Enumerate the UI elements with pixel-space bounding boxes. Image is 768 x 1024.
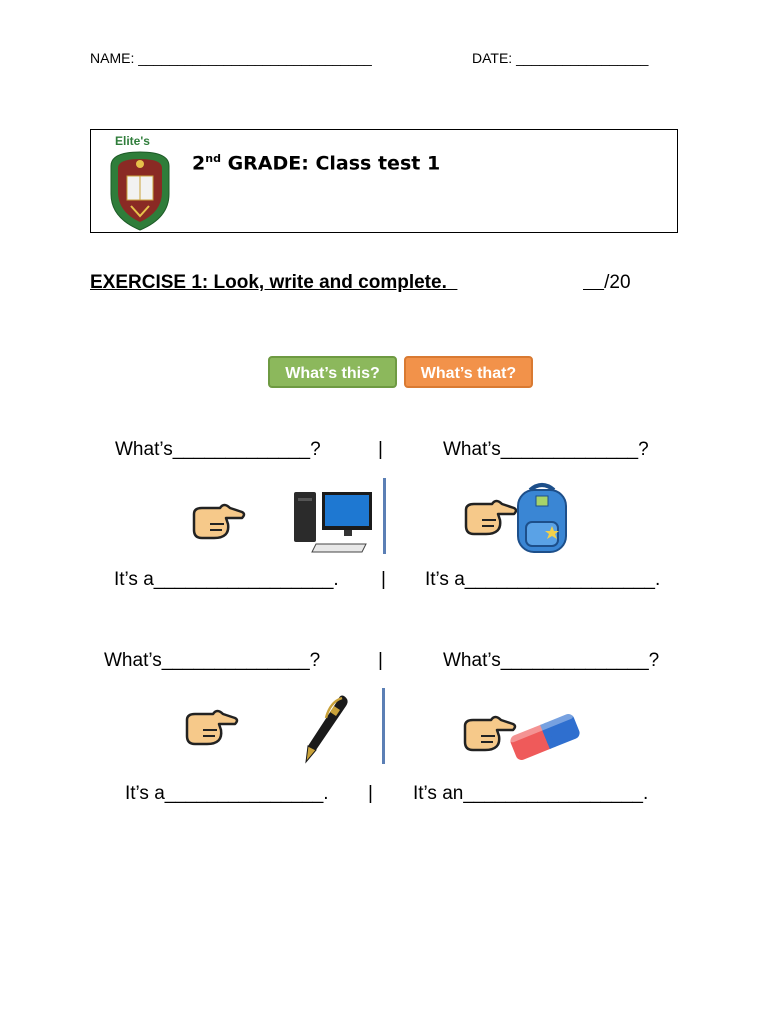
backpack-icon	[512, 482, 572, 554]
answer-1: It’s a_________________.	[114, 569, 339, 590]
question-2: What’s_____________?	[443, 439, 649, 460]
whats-that-label: What’s that?	[404, 356, 533, 388]
title-box	[90, 129, 678, 233]
whats-this-label: What’s this?	[268, 356, 397, 388]
pointing-hand-icon	[183, 706, 239, 748]
pointing-hand-icon	[190, 500, 246, 542]
question-1: What’s_____________?	[115, 439, 321, 460]
separator: |	[368, 783, 373, 804]
question-4: What’s______________?	[443, 650, 660, 671]
column-divider	[382, 688, 385, 764]
answer-2: It’s a__________________.	[425, 569, 661, 590]
separator: |	[378, 650, 383, 671]
computer-icon	[292, 488, 376, 554]
school-crest-logo	[105, 132, 175, 232]
date-field-label: DATE: _________________	[472, 50, 649, 66]
answer-4: It’s an_________________.	[413, 783, 649, 804]
separator: |	[381, 569, 386, 590]
logo-text: Elite's	[115, 134, 150, 148]
score-field: /20	[604, 272, 631, 293]
pointing-hand-icon	[462, 496, 518, 538]
name-field-label: NAME: ______________________________	[90, 50, 372, 66]
answer-3: It’s a_______________.	[125, 783, 329, 804]
page-title: 2nd GRADE: Class test 1	[192, 152, 441, 175]
question-3: What’s______________?	[104, 650, 321, 671]
separator: |	[378, 439, 383, 460]
exercise-title: EXERCISE 1: Look, write and complete.	[90, 272, 458, 293]
eraser-icon	[505, 706, 585, 768]
column-divider	[383, 478, 386, 554]
pen-icon	[300, 692, 352, 764]
